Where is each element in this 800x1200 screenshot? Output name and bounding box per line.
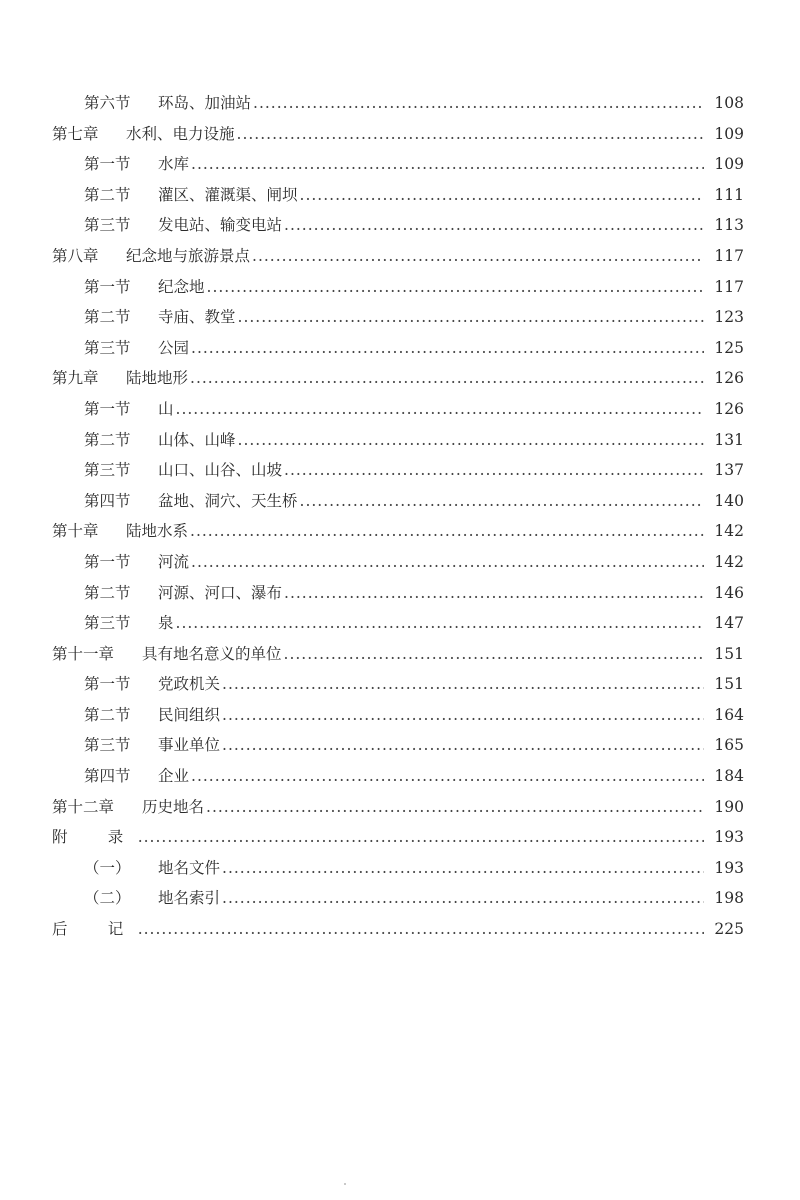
toc-entry[interactable] [52,639,744,670]
toc-entry-label: 第四节 [84,491,131,510]
toc-entry[interactable] [52,578,744,609]
toc-entry[interactable] [52,669,744,700]
toc-entry-title: 环岛、加油站 [158,94,252,112]
toc-page-number: 123 [714,308,744,327]
toc-dot-leader [252,241,704,272]
toc-entry-label: 第二节 [84,185,131,204]
toc-dot-leader [222,883,704,914]
toc-entry-label: 第三节 [84,614,131,633]
toc-entry[interactable] [52,914,744,945]
toc-page-number: 126 [714,369,744,388]
toc-entry-label: 第九章 [52,369,99,388]
toc-entry[interactable] [52,792,744,823]
toc-dot-leader [238,302,704,333]
toc-entry-label: 第十章 [52,522,99,541]
toc-page-number: 142 [714,522,744,541]
toc-entry-title: 党政机关 [158,675,221,694]
toc-entry-label: 第十一章 [52,644,115,663]
toc-dot-leader [300,486,704,517]
toc-entry[interactable] [52,425,744,456]
toc-entry-title: 山口、山谷、山坡 [158,461,283,480]
toc-dot-leader [300,180,704,211]
toc-dot-leader [284,639,704,670]
toc-dot-leader [222,669,704,700]
toc-page-number: 146 [714,583,744,602]
toc-entry-title: 水库 [158,155,190,174]
toc-entry[interactable] [52,119,744,150]
toc-entry-title: 地名文件 [158,858,221,877]
toc-entry-label: 第一节 [84,155,131,174]
toc-dot-leader [222,730,704,761]
toc-dot-leader [237,119,704,150]
toc-page-number: 164 [714,705,744,724]
toc-dot-leader [176,608,704,639]
toc-entry-label: 第一节 [84,399,131,418]
toc-dot-leader [191,333,704,364]
toc-entry-title: 水利、电力设施 [126,124,235,143]
toc-entry-label: 第一节 [84,277,131,296]
toc-page-number: 117 [714,277,744,296]
toc-page-number: 193 [714,828,744,847]
toc-entry[interactable] [52,149,744,180]
toc-dot-leader [206,792,704,823]
toc-entry-title: 公园 [158,338,190,357]
toc-entry[interactable] [52,547,744,578]
toc-entry-title: 具有地名意义的单位 [142,644,282,663]
toc-entry-title: 纪念地 [158,277,205,296]
toc-dot-leader [191,761,704,792]
toc-entry-label: 附 录 [52,828,136,847]
toc-page-number: 113 [714,216,744,235]
toc-entry-label: 第二节 [84,308,131,327]
toc-entry-title: 山 [158,399,174,418]
toc-page-number: 125 [714,338,744,357]
toc-entry-label: 第六节 [84,94,131,112]
toc-entry-label: 第三节 [84,216,131,235]
toc-dot-leader [191,547,704,578]
toc-page-number: 108 [714,94,744,112]
toc-dot-leader [284,455,704,486]
toc-page-number: 193 [714,858,744,877]
toc-entry-title: 寺庙、教堂 [158,308,236,327]
toc-page-number: 109 [714,124,744,143]
toc-page-number: 225 [714,920,744,939]
toc-entry-title: 事业单位 [158,736,221,755]
toc-page-number: 142 [714,552,744,571]
toc-page-number: 131 [714,430,744,449]
toc-entry-title: 盆地、洞穴、天生桥 [158,491,298,510]
toc-entry[interactable] [52,363,744,394]
toc-entry[interactable] [52,302,744,333]
toc-entry-label: 第三节 [84,461,131,480]
toc-entry[interactable] [52,730,744,761]
toc-dot-leader [176,394,704,425]
toc-dot-leader [284,578,704,609]
toc-entry-title: 地名索引 [158,889,221,908]
toc-page-number: 151 [714,675,744,694]
toc-entry[interactable] [52,822,744,853]
toc-entry-title: 山体、山峰 [158,430,236,449]
toc-dot-leader [222,853,704,884]
toc-page-number: 137 [714,461,744,480]
toc-page-number: 126 [714,399,744,418]
toc-dot-leader [190,363,704,394]
toc-entry-label: 第十二章 [52,797,115,816]
toc-entry-title: 河流 [158,552,190,571]
toc-entry[interactable] [52,210,744,241]
toc-page-number: 109 [714,155,744,174]
toc-entry-label: 第八章 [52,246,99,265]
toc-dot-leader [190,516,704,547]
toc-entry[interactable] [52,333,744,364]
toc-page-number: 165 [714,736,744,755]
toc-entry-title: 河源、河口、瀑布 [158,583,283,602]
toc-entry-title: 历史地名 [142,797,205,816]
toc-page-number: 117 [714,246,744,265]
toc-page-number: 140 [714,491,744,510]
toc-entry-label: 第一节 [84,552,131,571]
toc-entry[interactable] [52,516,744,547]
toc-entry-label: 后 记 [52,920,136,939]
toc-entry-label: 第二节 [84,430,131,449]
toc-entry-label: （一） [84,858,131,877]
toc-entry-title: 发电站、输变电站 [158,216,283,235]
toc-entry-title: 企业 [158,767,190,786]
toc-entry-label: 第三节 [84,338,131,357]
toc-dot-leader [138,822,704,853]
toc-dot-leader [207,272,704,303]
toc-entry[interactable] [52,394,744,425]
toc-entry-label: 第二节 [84,583,131,602]
toc-entry-title: 陆地水系 [126,522,189,541]
toc-entry-title: 纪念地与旅游景点 [126,246,251,265]
toc-entry-label: 第三节 [84,736,131,755]
toc-entry[interactable] [52,88,744,119]
toc-entry-title: 民间组织 [158,705,221,724]
toc-dot-leader [222,700,704,731]
toc-page-number: 147 [714,614,744,633]
toc-dot-leader [253,88,704,119]
toc-dot-leader [138,914,704,945]
toc-entry-label: （二） [84,889,131,908]
toc-dot-leader [191,149,704,180]
toc-page-number: 190 [714,797,744,816]
toc-entry-title: 灌区、灌溉渠、闸坝 [158,185,298,204]
toc-entry[interactable] [52,761,744,792]
toc-entry-title: 泉 [158,614,174,633]
toc-entry[interactable] [52,883,744,914]
toc-entry[interactable] [52,241,744,272]
toc-page-number: 198 [714,889,744,908]
scan-dust-mark [344,1183,346,1185]
toc-dot-leader [238,425,704,456]
toc-entry[interactable] [52,180,744,211]
toc-dot-leader [284,210,704,241]
toc-entry-title: 陆地地形 [126,369,189,388]
toc-entry-label: 第七章 [52,124,99,143]
toc-entry-label: 第二节 [84,705,131,724]
toc-entry-label: 第一节 [84,675,131,694]
toc-page-number: 151 [714,644,744,663]
toc-entry[interactable] [52,700,744,731]
toc-page-number: 111 [714,185,744,204]
toc-entry-label: 第四节 [84,767,131,786]
table-of-contents [52,88,744,945]
toc-entry[interactable] [52,853,744,884]
toc-entry[interactable] [52,455,744,486]
toc-entry[interactable] [52,608,744,639]
toc-page-number: 184 [714,767,744,786]
toc-entry[interactable] [52,486,744,517]
toc-entry[interactable] [52,272,744,303]
